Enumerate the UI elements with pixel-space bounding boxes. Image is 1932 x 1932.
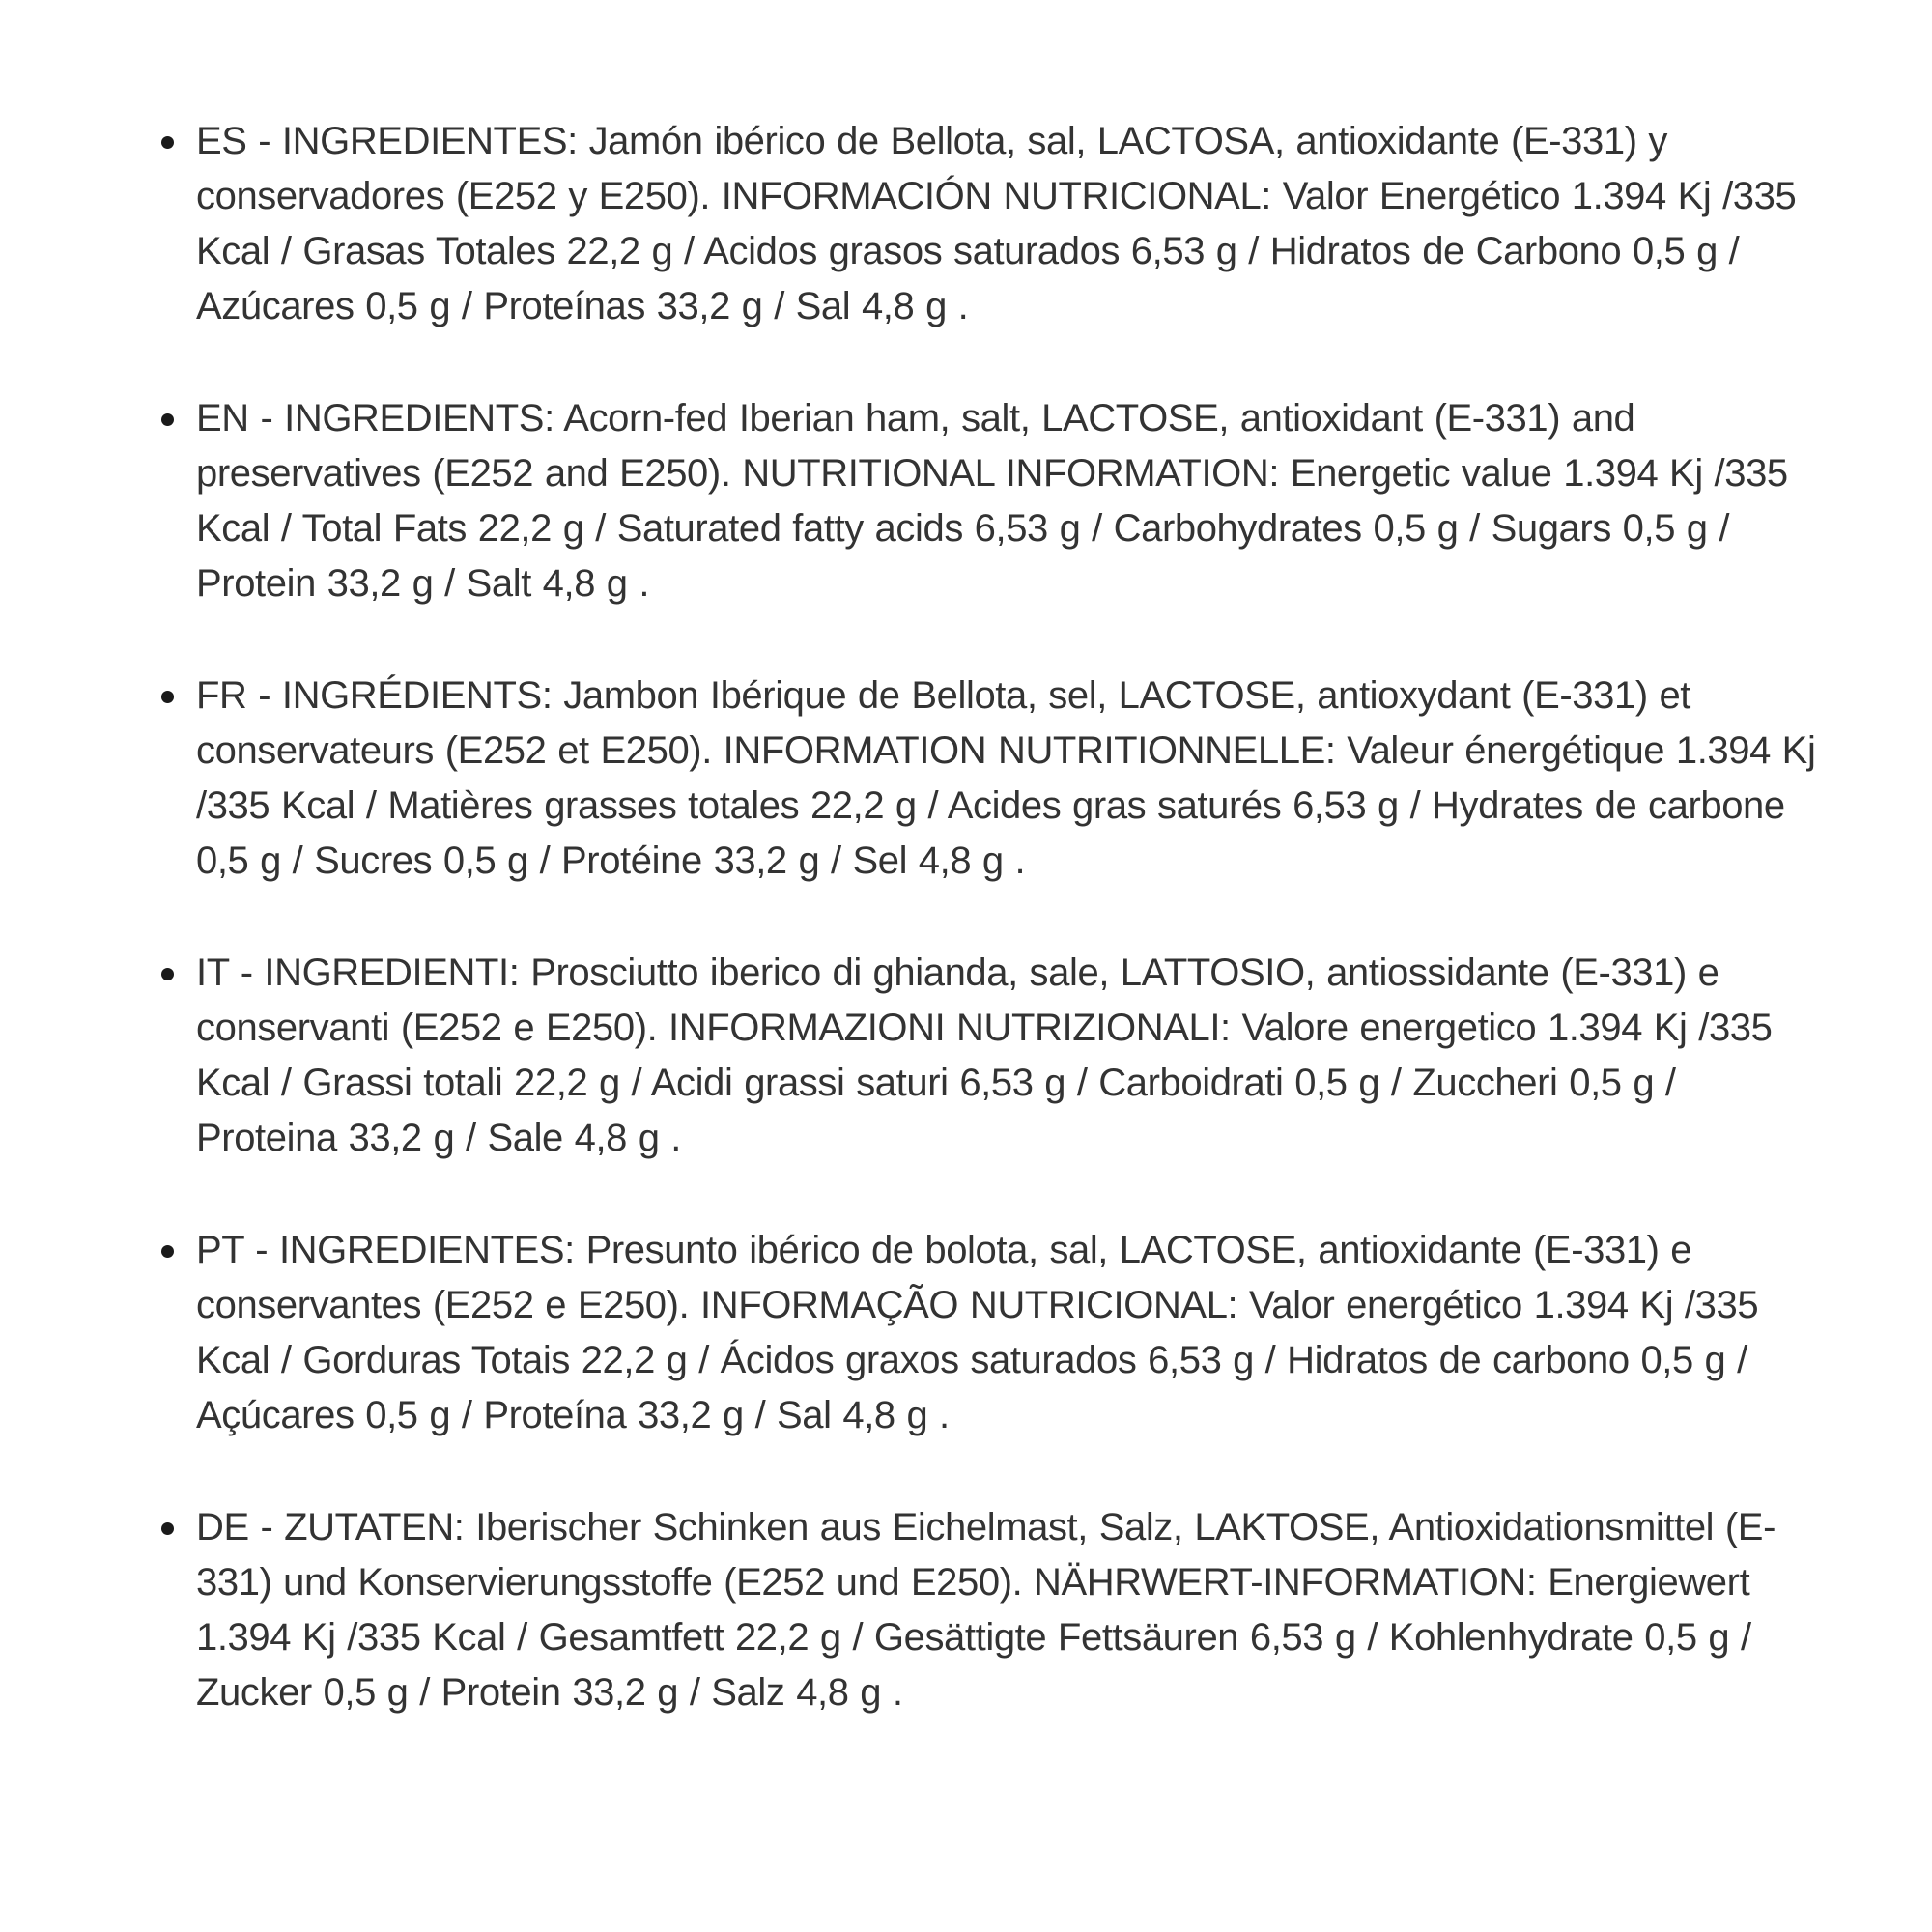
bullet-icon [161,413,174,426]
list-item-pt: PT - INGREDIENTES: Presunto ibérico de bolota, sal, LACTOSE, antioxidante (E-331) e conservantes (E252 e E250). INFORMAÇÃO NUTRICIONAL: Valor energético 1.394 Kj /335 Kcal / Gorduras Totais 22,2 g / Ácidos graxos saturados 6,53 g / Hidratos de carbono 0,5 g / Açúcares 0,5 g / Proteína 33,2 g / Sal 4,8 g . [196,1229,1759,1436]
list-item-en: EN - INGREDIENTS: Acorn-fed Iberian ham, salt, LACTOSE, antioxidant (E-331) and preservatives (E252 and E250). NUTRITIONAL INFORMATION: Energetic value 1.394 Kj /335 Kcal / Total Fats 22,2 g / Saturated fatty acids 6,53 g / Carbohydrates 0,5 g / Sugars 0,5 g / Protein 33,2 g / Salt 4,8 g . [196,397,1788,605]
list-item-it: IT - INGREDIENTI: Prosciutto iberico di ghianda, sale, LATTOSIO, antiossidante (E-331) e conservanti (E252 e E250). INFORMAZIONI NUTRIZIONALI: Valore energetico 1.394 Kj /335 Kcal / Grassi totali 22,2 g / Acidi grassi saturi 6,53 g / Carboidrati 0,5 g / Zuccheri 0,5 g / Proteina 33,2 g / Sale 4,8 g . [196,952,1773,1159]
list-item-es: ES - INGREDIENTES: Jamón ibérico de Bellota, sal, LACTOSA, antioxidante (E-331) y conservadores (E252 y E250). INFORMACIÓN NUTRICIONAL: Valor Energético 1.394 Kj /335 Kcal / Grasas Totales 22,2 g / Acidos grasos saturados 6,53 g / Hidratos de Carbono 0,5 g / Azúcares 0,5 g / Proteínas 33,2 g / Sal 4,8 g . [196,120,1797,327]
bullet-icon [161,968,174,980]
bullet-icon [161,136,174,149]
bullet-icon [161,1522,174,1535]
bullet-icon [161,1245,174,1258]
list-item-fr: FR - INGRÉDIENTS: Jambon Ibérique de Bellota, sel, LACTOSE, antioxydant (E-331) et conservateurs (E252 et E250). INFORMATION NUTRITIONNELLE: Valeur énergétique 1.394 Kj /335 Kcal / Matières grasses totales 22,2 g / Acides gras saturés 6,53 g / Hydrates de carbone 0,5 g / Sucres 0,5 g / Protéine 33,2 g / Sel 4,8 g . [196,674,1816,882]
list-item-de: DE - ZUTATEN: Iberischer Schinken aus Eichelmast, Salz, LAKTOSE, Antioxidationsmittel (E-331) und Konservierungsstoffe (E252 und E250). NÄHRWERT-INFORMATION: Energiewert 1.394 Kj /335 Kcal / Gesamtfett 22,2 g / Gesättigte Fettsäuren 6,53 g / Kohlenhydrate 0,5 g / Zucker 0,5 g / Protein 33,2 g / Salz 4,8 g . [196,1506,1776,1714]
bullet-icon [161,691,174,703]
